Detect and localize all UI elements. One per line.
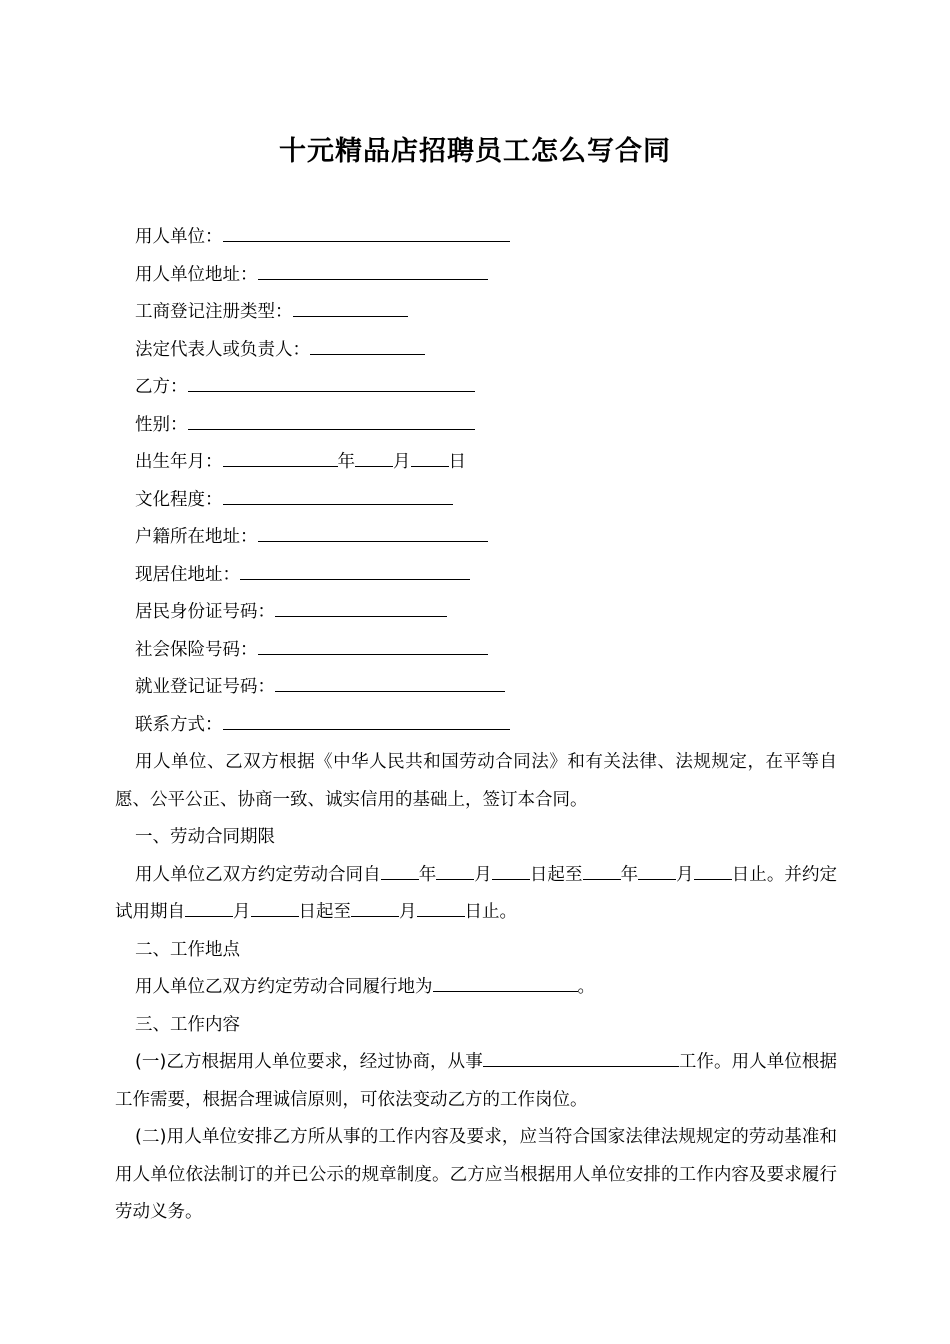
field-label: 联系方式： — [135, 714, 223, 735]
field-current-address — [115, 557, 837, 595]
field-label: 出生年月： — [135, 452, 223, 472]
field-label: 工商登记注册类型： — [135, 302, 293, 322]
field-label: 用人单位地址： — [135, 264, 258, 285]
blank-line — [293, 315, 408, 317]
text-segment: 日止。并约定试用期自 — [115, 864, 837, 922]
text-segment: 日起至 — [298, 902, 351, 922]
field-gender — [115, 407, 837, 445]
text-segment: 日起至 — [529, 864, 583, 885]
blank-line — [583, 878, 621, 880]
section-heading-content: 三、工作内容 — [135, 1014, 240, 1035]
field-employer-address — [115, 257, 837, 295]
text-segment: 用人单位乙双方约定劳动合同自 — [135, 864, 381, 885]
field-id-number — [115, 594, 837, 632]
blank-line — [417, 915, 465, 917]
text-segment: 日止。 — [464, 902, 517, 922]
field-social-security — [115, 632, 837, 670]
section-heading-location: 二、工作地点 — [135, 939, 240, 960]
field-label: 就业登记证号码： — [135, 677, 275, 697]
field-label: 法定代表人或负责人： — [135, 339, 310, 360]
blank-line — [355, 465, 393, 467]
text-segment: 年 — [418, 864, 437, 885]
blank-line — [188, 428, 475, 430]
blank-line — [223, 465, 338, 467]
blank-line — [258, 278, 488, 280]
blank-line — [275, 690, 505, 692]
field-employment-reg — [115, 669, 837, 707]
content-item-2: (二)用人单位安排乙方所从事的工作内容及要求，应当符合国家法律法规规定的劳动基准和用人单位依法制订的并已公示的规章制度。乙方应当根据用人单位安排的工作内容及要求履行劳动义务。 — [115, 1127, 837, 1222]
text-segment: 用人单位乙双方约定劳动合同履行地为 — [135, 977, 433, 997]
field-label: 用人单位： — [135, 227, 223, 247]
text-segment: 月 — [233, 902, 251, 922]
blank-line — [185, 915, 233, 917]
blank-line — [223, 240, 510, 242]
term-paragraph — [115, 857, 837, 932]
text-segment: 月 — [676, 864, 694, 885]
blank-line — [188, 390, 475, 392]
blank-line — [223, 503, 453, 505]
contract-body — [115, 219, 837, 1232]
text-segment: 。 — [577, 977, 595, 997]
blank-line — [381, 878, 419, 880]
preamble-paragraph: 用人单位、乙双方根据《中华人民共和国劳动合同法》和有关法律、法规规定，在平等自愿、公平公正、协商一致、诚实信用的基础上，签订本合同。 — [115, 752, 837, 810]
blank-line — [223, 728, 510, 730]
field-household-address — [115, 519, 837, 557]
text-segment: 月 — [399, 902, 417, 922]
year-label: 年 — [337, 452, 355, 472]
content-item-1 — [115, 1044, 837, 1119]
field-education — [115, 482, 837, 520]
text-segment: 年 — [620, 864, 639, 885]
blank-line — [638, 878, 676, 880]
field-label: 乙方： — [135, 377, 188, 397]
field-birth — [115, 444, 837, 482]
field-party-b — [115, 369, 837, 407]
blank-line — [275, 615, 447, 617]
field-employer — [115, 219, 837, 257]
field-contact — [115, 707, 837, 745]
blank-line — [492, 878, 530, 880]
field-business-type — [115, 294, 837, 332]
blank-line — [310, 353, 425, 355]
blank-line — [258, 540, 488, 542]
blank-line — [483, 1065, 679, 1067]
location-paragraph — [115, 969, 837, 1007]
text-segment: 月 — [474, 864, 492, 885]
blank-line — [351, 915, 399, 917]
field-label: 户籍所在地址： — [135, 527, 258, 547]
blank-line — [411, 465, 449, 467]
field-label: 社会保险号码： — [135, 639, 258, 660]
blank-line — [251, 915, 299, 917]
text-segment: 工作。用人单位根据工作需要，根据合理诚信原则，可依法变动乙方的工作岗位。 — [115, 1052, 837, 1110]
blank-line — [433, 990, 578, 992]
document-title: 十元精品店招聘员工怎么写合同 — [279, 136, 671, 167]
field-legal-rep — [115, 332, 837, 370]
field-label: 文化程度： — [135, 489, 223, 510]
field-label: 居民身份证号码： — [135, 602, 275, 622]
text-segment: (一)乙方根据用人单位要求，经过协商，从事 — [135, 1052, 483, 1072]
month-label: 月 — [393, 452, 411, 472]
blank-line — [436, 878, 474, 880]
blank-line — [694, 878, 732, 880]
blank-line — [258, 653, 488, 655]
field-label: 现居住地址： — [135, 564, 240, 585]
day-label: 日 — [448, 452, 466, 472]
blank-line — [240, 578, 470, 580]
section-heading-term: 一、劳动合同期限 — [135, 827, 275, 847]
field-label: 性别： — [135, 414, 188, 435]
